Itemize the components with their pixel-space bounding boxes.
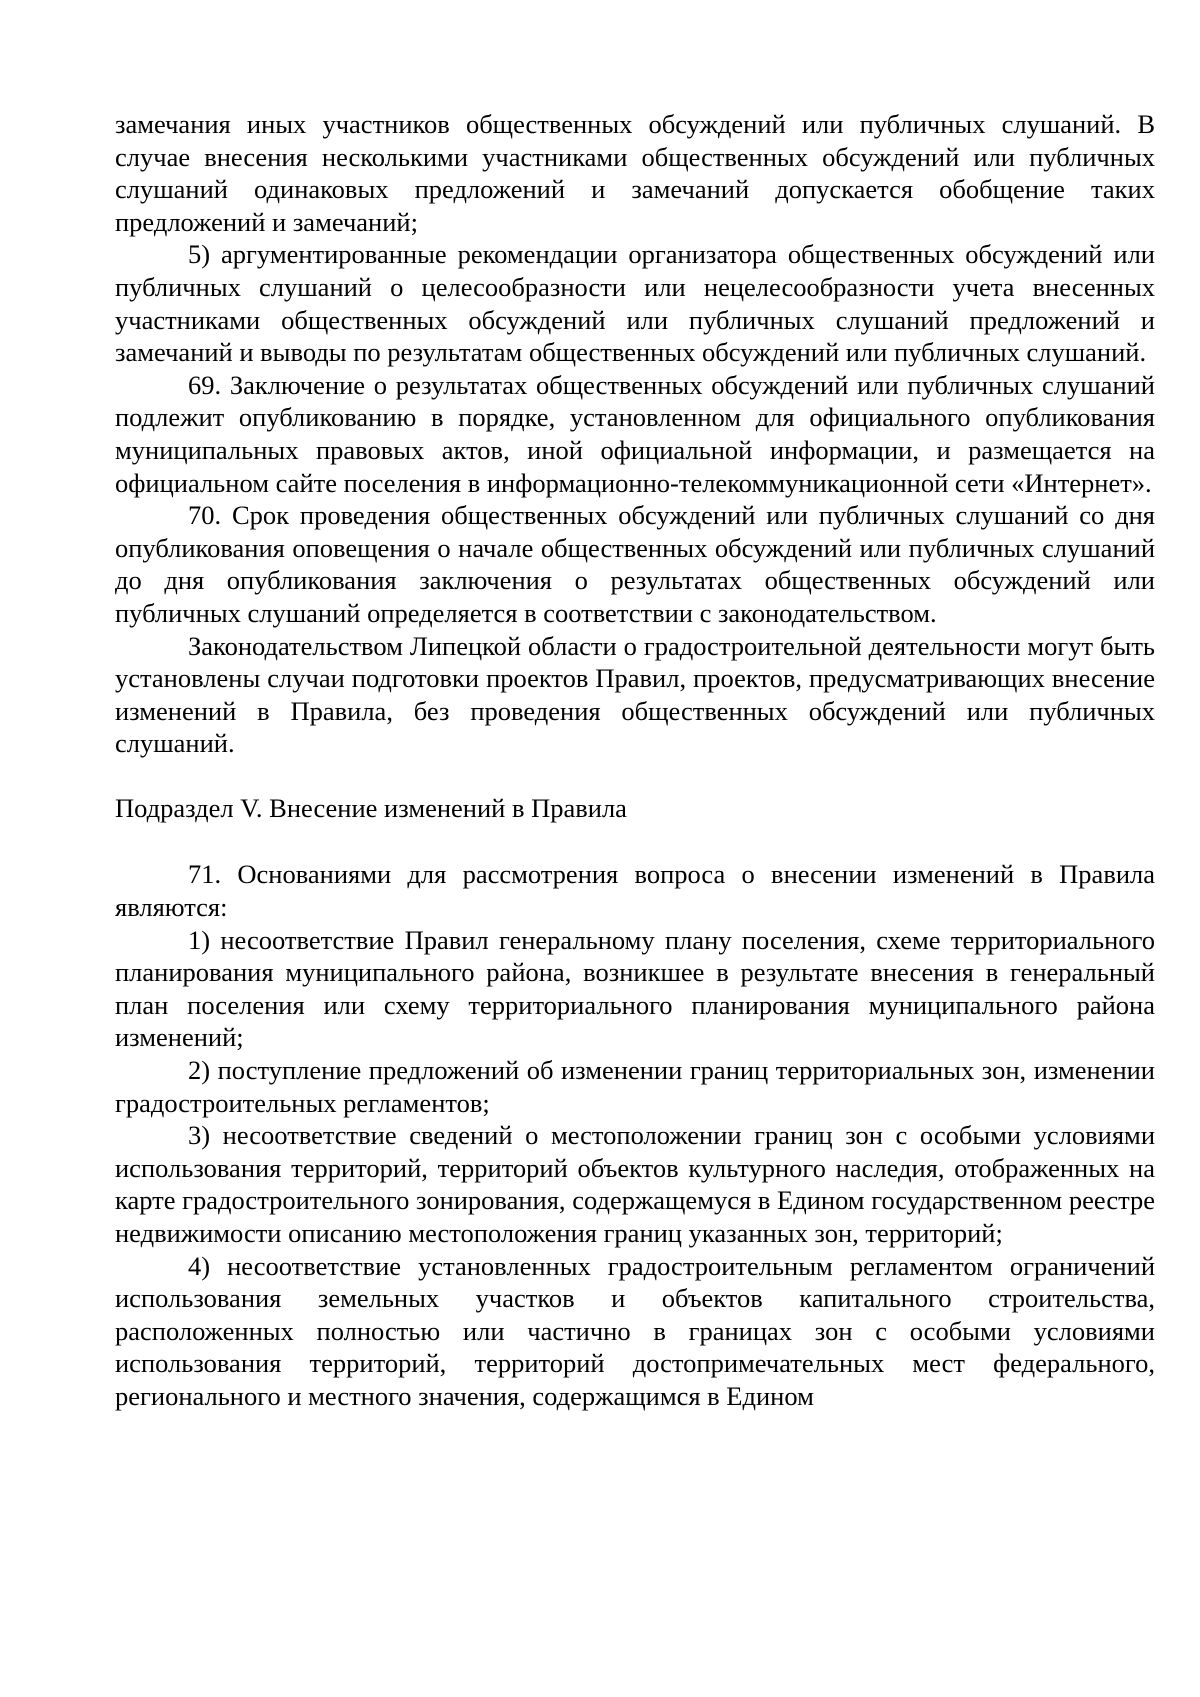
paragraph-item-5: 5) аргументированные рекомендации организатора общественных обсуждений или публичных слушаний о целесообразности или нецелесообразности учета внесенных участниками общественных обсуждений или публичных слушаний предложений и замечаний и выводы по результатам общественных обсуждений или публичных слушаний. [115,239,1155,368]
paragraph-71-item-1: 1) несоответствие Правил генеральному плану поселения, схеме территориального планирования муниципального района, возникшее в результате внесения в генеральный план поселения или схему территориального планирования муниципального района изменений; [115,924,1155,1053]
paragraph-lipetsk-law: Законодательством Липецкой области о градостроительной деятельности могут быть установлены случаи подготовки проектов Правил, проектов, предусматривающих внесение изменений в Правила, без проведения общественных обсуждений или публичных слушаний. [115,630,1155,759]
paragraph-71-item-3: 3) несоответствие сведений о местоположении границ зон с особыми условиями использования территорий, территорий объектов культурного наследия, отображенных на карте градостроительного зонирования, содержащемуся в Едином государственном реестре недвижимости описанию местоположения границ указанных зон, территорий; [115,1120,1155,1248]
paragraph-71-item-2: 2) поступление предложений об изменении границ территориальных зон, изменении градостроительных регламентов; [115,1055,1155,1118]
paragraph-continuation: замечания иных участников общественных обсуждений или публичных слушаний. В случае внесения несколькими участниками общественных обсуждений или публичных слушаний одинаковых предложений и замечаний допускается обобщение таких предложений и замечаний; [115,109,1155,237]
paragraph-71: 71. Основаниями для рассмотрения вопроса о внесении изменений в Правила являются: [115,859,1155,923]
paragraph-71-item-4: 4) несоответствие установленных градостроительным регламентом ограничений использования земельных участков и объектов капитального строительства, расположенных полностью или частично в границах зон с особыми условиями использования территорий, территорий достопримечательных мест федерального, регионального и местного значения, содержащимся в Едином [115,1250,1155,1411]
section-heading: Подраздел V. Внесение изменений в Правила [115,792,627,823]
paragraph-70: 70. Срок проведения общественных обсуждений или публичных слушаний со дня опубликования оповещения о начале общественных обсуждений или публичных слушаний до дня опубликования заключения о результатах общественных обсуждений или публичных слушаний определяется в соответствии с законодательством. [115,500,1155,628]
paragraph-69: 69. Заключение о результатах общественных обсуждений или публичных слушаний подлежит опубликованию в порядке, установленном для официального опубликования муниципальных правовых актов, иной официальной информации, и размещается на официальном сайте поселения в информационно-телекоммуникационной сети «Интернет». [115,369,1155,498]
document-page [115,108,1155,1413]
